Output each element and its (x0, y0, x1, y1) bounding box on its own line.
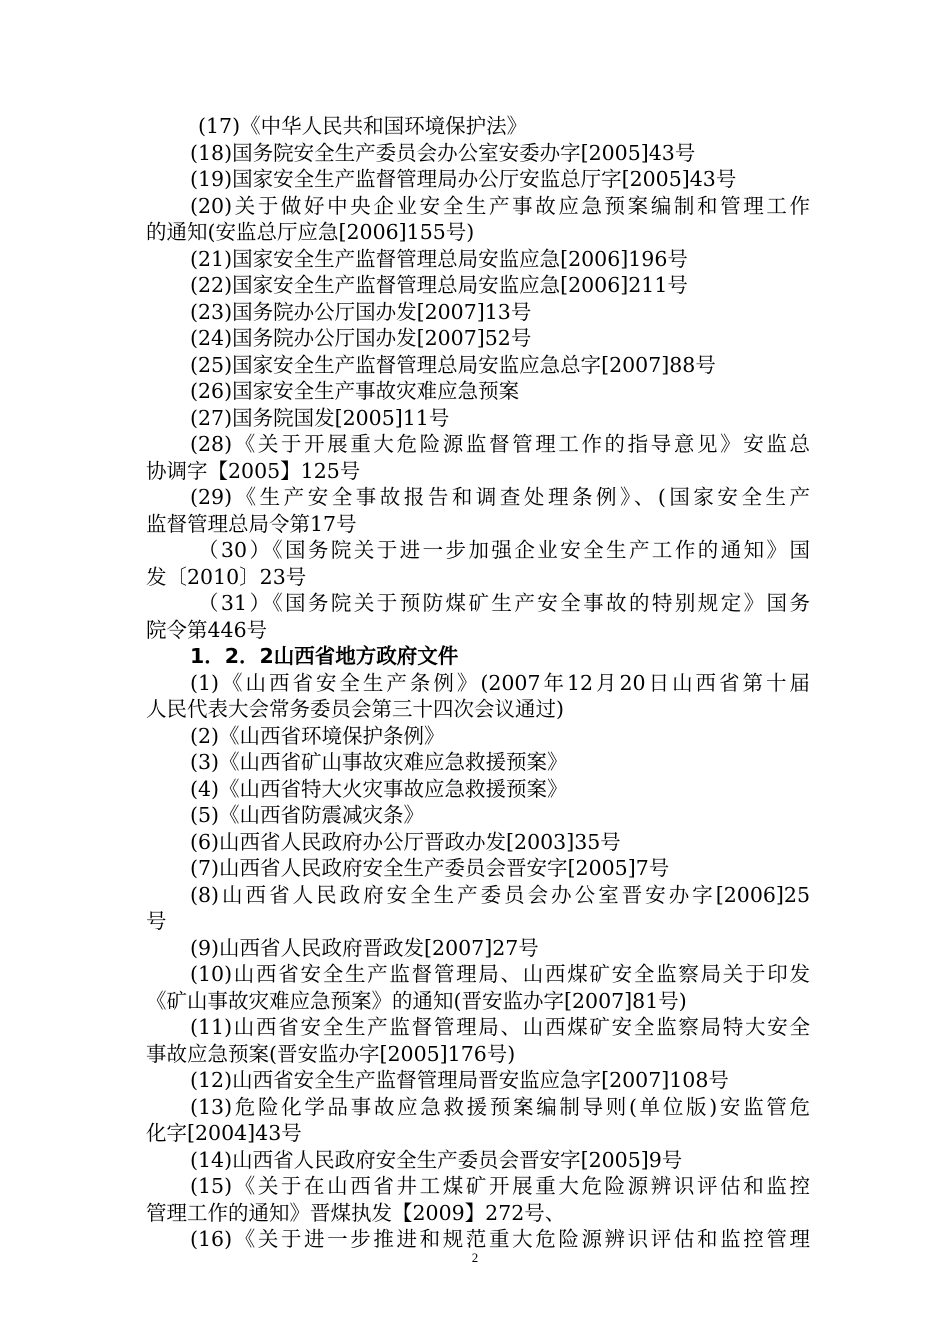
list-item: (27)国务院国发[2005]11号 (190, 405, 450, 430)
list-item-continuation: 的通知(安监总厅应急[2006]155号) (146, 220, 475, 244)
list-item: (24)国务院办公厅国办发[2007]52号 (190, 326, 532, 350)
list-item: (28)《关于开展重大危险源监督管理工作的指导意见》安监总 (190, 432, 810, 456)
list-item: (19)国家安全生产监督管理局办公厅安监总厅字[2005]43号 (190, 167, 737, 191)
list-item: (17)《中华人民共和国环境保护法》 (198, 114, 528, 138)
list-item: (20)关于做好中央企业安全生产事故应急预案编制和管理工作 (190, 193, 810, 218)
list-item: (13)危险化学品事故应急救援预案编制导则(单位版)安监管危 (190, 1094, 810, 1119)
list-item: (3)《山西省矿山事故灾难应急救援预案》 (190, 750, 568, 774)
list-item-continuation: 发〔2010〕23号 (146, 564, 307, 589)
list-item: (14)山西省人民政府安全生产委员会晋安字[2005]9号 (190, 1147, 683, 1172)
list-item: (12)山西省安全生产监督管理局晋安监应急字[2007]108号 (190, 1068, 729, 1092)
list-item: (7)山西省人民政府安全生产委员会晋安字[2005]7号 (190, 856, 670, 880)
list-item: (26)国家安全生产事故灾难应急预案 (190, 379, 520, 403)
list-item-continuation: 《矿山事故灾难应急预案》的通知(晋安监办字[2007]81号) (146, 988, 687, 1013)
list-item: (25)国家安全生产监督管理总局安监应急总字[2007]88号 (190, 352, 716, 377)
list-item: (5)《山西省防震减灾条》 (190, 803, 425, 827)
list-item: (11)山西省安全生产监督管理局、山西煤矿安全监察局特大安全 (190, 1015, 810, 1039)
list-item-continuation: 人民代表大会常务委员会第三十四次会议通过) (146, 697, 564, 721)
list-item-continuation: 号 (146, 909, 167, 933)
section-heading: 1．2．2山西省地方政府文件 (190, 644, 459, 668)
list-item: (9)山西省人民政府晋政发[2007]27号 (190, 935, 539, 960)
list-item: (18)国务院安全生产委员会办公室安委办字[2005]43号 (190, 140, 696, 165)
list-item: （31）《国务院关于预防煤矿生产安全事故的特别规定》国务 (198, 591, 810, 615)
list-item-continuation: 协调字【2005】125号 (146, 458, 361, 483)
list-item: (4)《山西省特大火灾事故应急救援预案》 (190, 776, 568, 801)
list-item: (15)《关于在山西省井工煤矿开展重大危险源辨识评估和监控 (190, 1174, 810, 1198)
list-item: (6)山西省人民政府办公厅晋政办发[2003]35号 (190, 829, 621, 854)
list-item: (21)国家安全生产监督管理总局安监应急[2006]196号 (190, 246, 688, 271)
list-item: (2)《山西省环境保护条例》 (190, 723, 445, 748)
list-item: (29)《生产安全事故报告和调查处理条例》、(国家安全生产 (190, 485, 810, 509)
page-number: 2 (471, 1250, 479, 1265)
list-item-continuation: 院令第446号 (146, 617, 268, 642)
list-item-continuation: 事故应急预案(晋安监办字[2005]176号) (146, 1041, 516, 1066)
list-item: (1)《山西省安全生产条例》(2007年12月20日山西省第十届 (190, 670, 810, 695)
list-item: (10)山西省安全生产监督管理局、山西煤矿安全监察局关于印发 (190, 962, 810, 986)
list-item: (22)国家安全生产监督管理总局安监应急[2006]211号 (190, 273, 688, 297)
list-item: （30）《国务院关于进一步加强企业安全生产工作的通知》国 (198, 538, 810, 562)
list-item-continuation: 化字[2004]43号 (146, 1121, 302, 1145)
document-body (146, 113, 810, 1253)
list-item: (16)《关于进一步推进和规范重大危险源辨识评估和监控管理 (190, 1227, 810, 1251)
list-item: (8)山西省人民政府安全生产委员会办公室晋安办字[2006]25 (190, 882, 810, 907)
list-item-continuation: 管理工作的通知》晋煤执发【2009】272号、 (146, 1200, 566, 1225)
list-item-continuation: 监督管理总局令第17号 (146, 511, 357, 536)
list-item: (23)国务院办公厅国办发[2007]13号 (190, 299, 532, 324)
